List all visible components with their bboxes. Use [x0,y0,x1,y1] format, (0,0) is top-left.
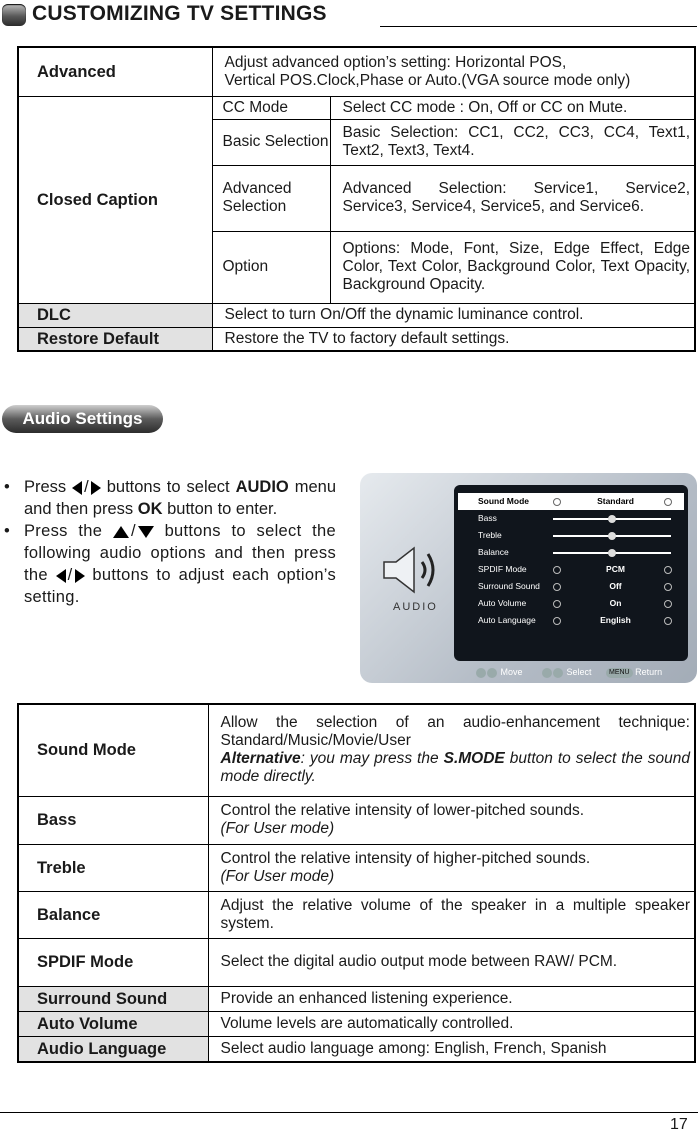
left-arrow-icon [56,569,66,583]
osd-row-treble[interactable]: Treble [458,527,684,544]
list-item: • Press / buttons to select AUDIO menu and then press OK button to enter. [4,478,337,518]
row-label-dlc: DLC [18,303,212,327]
cc-sub-name: Basic Selection [212,119,330,165]
audio-options-table [17,703,696,1063]
row-desc-spdif: Select the digital audio output mode between RAW/ PCM. [208,938,695,986]
chevron-right-icon[interactable] [664,583,672,591]
row-desc-sound-mode: Allow the selection of an audio-enhancement technique: Standard/Music/Movie/User Alternative: you may press the S.MODE button to select the sound mode directly. [208,704,695,796]
cc-sub-name: Advanced Selection [212,165,330,231]
row-label-balance: Balance [18,891,208,938]
page-title: CUSTOMIZING TV SETTINGS [32,2,327,25]
hint-select: Select [542,661,592,683]
right-arrow-icon [75,569,85,583]
table-row [18,1036,695,1062]
row-label-treble: Treble [18,844,208,891]
left-arrow-icon [72,481,82,495]
table-row [18,891,695,938]
cc-sub-name: CC Mode [212,96,330,119]
chevron-right-icon[interactable] [664,566,672,574]
osd-row-balance[interactable]: Balance [458,544,684,561]
instructions [4,476,336,608]
down-arrow-icon [138,526,154,538]
page-number: 17 [670,1116,688,1133]
chevron-left-icon[interactable] [553,498,561,506]
hint-move: Move [476,661,523,683]
table-row [18,704,695,796]
right-arrow-icon [91,481,101,495]
row-desc-treble: Control the relative intensity of higher-pitched sounds. (For User mode) [208,844,695,891]
osd-hint-bar [454,661,688,683]
table-row [18,1011,695,1036]
cc-sub-desc: Advanced Selection: Service1, Service2, Service3, Service4, Service5, and Service6. [330,165,695,231]
table-row [18,844,695,891]
table-row [18,938,695,986]
row-label-spdif: SPDIF Mode [18,938,208,986]
chevron-left-icon[interactable] [553,617,561,625]
down-button-icon [487,668,497,678]
row-label-sound-mode: Sound Mode [18,704,208,796]
list-item: • Press the / buttons to select the following audio options and then press the / buttons to adjust each option’s setting. [4,522,337,606]
up-arrow-icon [113,526,129,538]
row-desc-bass: Control the relative intensity of lower-pitched sounds. (For User mode) [208,796,695,844]
speaker-icon [380,544,440,596]
row-label-advanced: Advanced [18,47,212,96]
osd-row-auto-volume[interactable]: Auto Volume On [458,595,684,612]
row-label-audio-language: Audio Language [18,1036,208,1062]
chevron-left-icon[interactable] [553,566,561,574]
section-title-audio-settings: Audio Settings [2,405,163,433]
chevron-right-icon[interactable] [664,498,672,506]
cc-sub-desc: Options: Mode, Font, Size, Edge Effect, Edge Color, Text Color, Background Color, Text Opacity, Background Opacity. [330,231,695,303]
slider-knob[interactable] [608,515,616,523]
chevron-left-icon[interactable] [553,583,561,591]
row-desc-restore: Restore the TV to factory default settings. [212,327,695,351]
osd-row-auto-language[interactable]: Auto Language English [458,612,684,629]
row-label-closed-caption: Closed Caption [18,96,212,303]
row-desc-advanced: Adjust advanced option’s setting: Horizontal POS, Vertical POS.Clock,Phase or Auto.(VGA source mode only) [212,47,695,96]
table-row [18,303,695,327]
chevron-right-icon[interactable] [664,600,672,608]
osd-row-bass[interactable]: Bass [458,510,684,527]
header-rule [380,26,697,27]
audio-label: AUDIO [393,601,438,613]
hint-return: MENU Return [606,661,662,683]
table-row [18,47,695,96]
cc-sub-desc: Basic Selection: CC1, CC2, CC3, CC4, Text1, Text2, Text3, Text4. [330,119,695,165]
osd-row-surround[interactable]: Surround Sound Off [458,578,684,595]
table-row [18,986,695,1011]
settings-table [17,46,696,352]
right-button-icon [553,668,563,678]
table-row [18,96,695,119]
osd-row-spdif[interactable]: SPDIF Mode PCM [458,561,684,578]
table-row [18,327,695,351]
slider-knob[interactable] [608,549,616,557]
slider-knob[interactable] [608,532,616,540]
menu-button-icon: MENU [606,668,633,678]
row-desc-balance: Adjust the relative volume of the speaker in a multiple speaker system. [208,891,695,938]
row-desc-surround: Provide an enhanced listening experience. [208,986,695,1011]
chevron-left-icon[interactable] [553,600,561,608]
row-label-bass: Bass [18,796,208,844]
row-desc-dlc: Select to turn On/Off the dynamic luminance control. [212,303,695,327]
left-button-icon [542,668,552,678]
row-desc-audio-language: Select audio language among: English, French, Spanish [208,1036,695,1062]
chevron-right-icon[interactable] [664,617,672,625]
row-label-surround: Surround Sound [18,986,208,1011]
footer-rule [0,1112,698,1113]
up-button-icon [476,668,486,678]
header-icon [2,4,26,26]
cc-sub-name: Option [212,231,330,303]
table-row [18,796,695,844]
row-desc-auto-volume: Volume levels are automatically controlled. [208,1011,695,1036]
osd-row-sound-mode[interactable]: Sound Mode Standard [458,493,684,510]
row-label-auto-volume: Auto Volume [18,1011,208,1036]
row-label-restore: Restore Default [18,327,212,351]
cc-sub-desc: Select CC mode : On, Off or CC on Mute. [330,96,695,119]
